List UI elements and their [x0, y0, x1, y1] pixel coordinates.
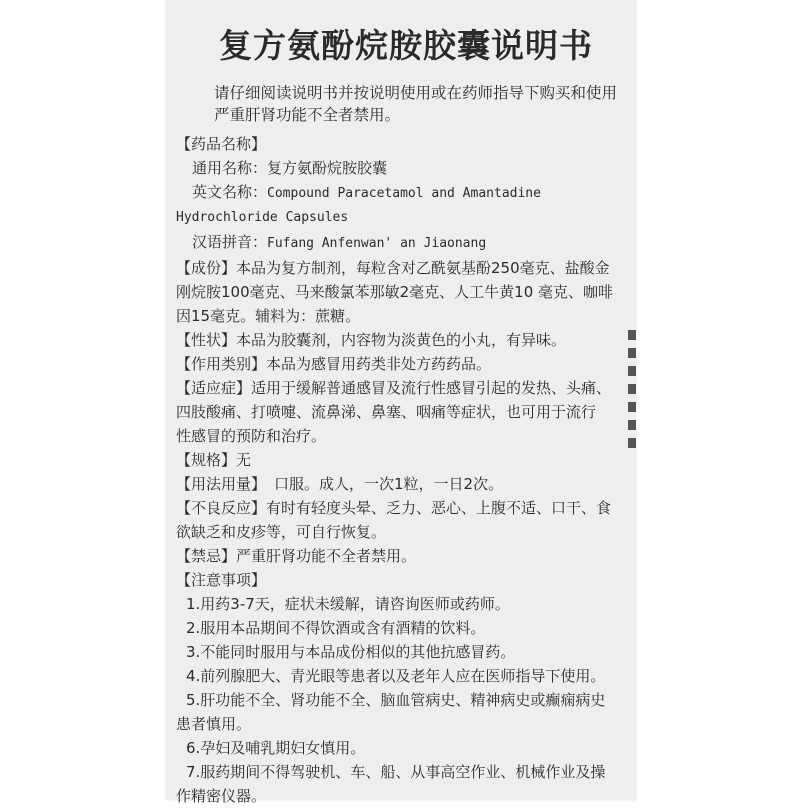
- composition-text-2: 刚烷胺100毫克、马来酸氯苯那敏2毫克、人工牛黄10 毫克、咖啡: [176, 283, 614, 301]
- adverse-text-1: 有时有轻度头晕、乏力、恶心、上腹不适、口干、食: [266, 499, 612, 517]
- precaution-item-cont: 患者慎用。: [176, 715, 252, 733]
- composition-text-3: 因15毫克。辅料为：蔗糖。: [176, 307, 361, 325]
- adverse-row-1: [176, 496, 624, 520]
- precaution-item: 2.服用本品期间不得饮酒或含有酒精的饮料。: [186, 619, 486, 637]
- english-name-label: 英文名称：: [192, 183, 268, 201]
- indications-row-1: [176, 376, 624, 400]
- precaution-item-cont: 作精密仪器。: [176, 787, 267, 805]
- spec-text: 无: [236, 451, 252, 469]
- appearance-heading: 【性状】: [176, 331, 237, 349]
- pinyin-label: 汉语拼音：: [192, 233, 268, 251]
- adverse-text-2: 欲缺乏和皮疹等，可自行恢复。: [176, 523, 387, 541]
- dosage-row: [176, 472, 624, 496]
- contraindications-heading: 【禁忌】: [176, 547, 237, 565]
- english-name-value-cont: Hydrochloride Capsules: [176, 210, 349, 225]
- precaution-item: 1.用药3-7天，症状未缓解，请咨询医师或药师。: [186, 595, 510, 613]
- indications-heading: 【适应症】: [176, 379, 252, 397]
- spec-row: [176, 448, 624, 472]
- appearance-text: 本品为胶囊剂，内容物为淡黄色的小丸，有异味。: [236, 331, 567, 349]
- english-name-value: Compound Paracetamol and Amantadine: [267, 186, 541, 201]
- category-text: 本品为感冒用药类非处方药药品。: [266, 355, 492, 373]
- category-row: [176, 352, 624, 376]
- generic-name-value: 复方氨酚烷胺胶囊: [267, 159, 388, 177]
- notice-line-1: 请仔细阅读说明书并按说明使用或在药师指导下购买和使用: [214, 84, 618, 102]
- precaution-item: 7.服药期间不得驾驶机、车、船、从事高空作业、机械作业及操: [186, 763, 606, 781]
- pinyin-value: Fufang Anfenwan' an Jiaonang: [267, 236, 487, 251]
- indications-text-1: 适用于缓解普通感冒及流行性感冒引起的发热、头痛、: [251, 379, 612, 397]
- leaflet-body: [176, 132, 624, 808]
- precaution-item: 4.前列腺肥大、青光眼等患者以及老年人应在医师指导下使用。: [186, 667, 606, 685]
- contraindications-text: 严重肝肾功能不全者禁用。: [236, 547, 417, 565]
- spec-heading: 【规格】: [176, 451, 237, 469]
- indications-text-2: 四肢酸痛、打喷嚏、流鼻涕、鼻塞、咽痛等症状，也可用于流行: [176, 403, 597, 421]
- precaution-item: 6.孕妇及哺乳期妇女慎用。: [186, 739, 366, 757]
- composition-row-1: [176, 256, 624, 280]
- precautions-heading: 【注意事项】: [176, 571, 267, 589]
- precaution-item: 5.肝功能不全、肾功能不全、脑血管病史、精神病史或癫痫病史: [186, 691, 606, 709]
- generic-name-row: [176, 156, 624, 180]
- leaflet-title: 复方氨酚烷胺胶囊说明书: [219, 26, 593, 65]
- dosage-heading: 【用法用量】: [176, 475, 267, 493]
- drug-name-heading: 【药品名称】: [176, 135, 267, 153]
- appearance-row: [176, 328, 624, 352]
- composition-heading: 【成份】: [176, 259, 237, 277]
- pinyin-row: [176, 230, 624, 256]
- category-heading: 【作用类别】: [176, 355, 267, 373]
- precaution-item: 3.不能同时服用与本品成份相似的其他抗感冒药。: [186, 643, 516, 661]
- edge-registration-marks: [628, 330, 636, 456]
- adverse-heading: 【不良反应】: [176, 499, 267, 517]
- composition-text-1: 本品为复方制剂，每粒含对乙酰氨基酚250毫克、盐酸金: [236, 259, 610, 277]
- indications-text-3: 性感冒的预防和治疗。: [176, 427, 327, 445]
- contraindications-row: [176, 544, 624, 568]
- dosage-text: 口服。成人，一次1粒，一日2次。: [274, 475, 504, 493]
- notice-line-2: 严重肝肾功能不全者禁用。: [214, 106, 401, 124]
- english-name-row: [176, 180, 624, 206]
- generic-name-label: 通用名称：: [192, 159, 268, 177]
- usage-notice: [214, 82, 628, 126]
